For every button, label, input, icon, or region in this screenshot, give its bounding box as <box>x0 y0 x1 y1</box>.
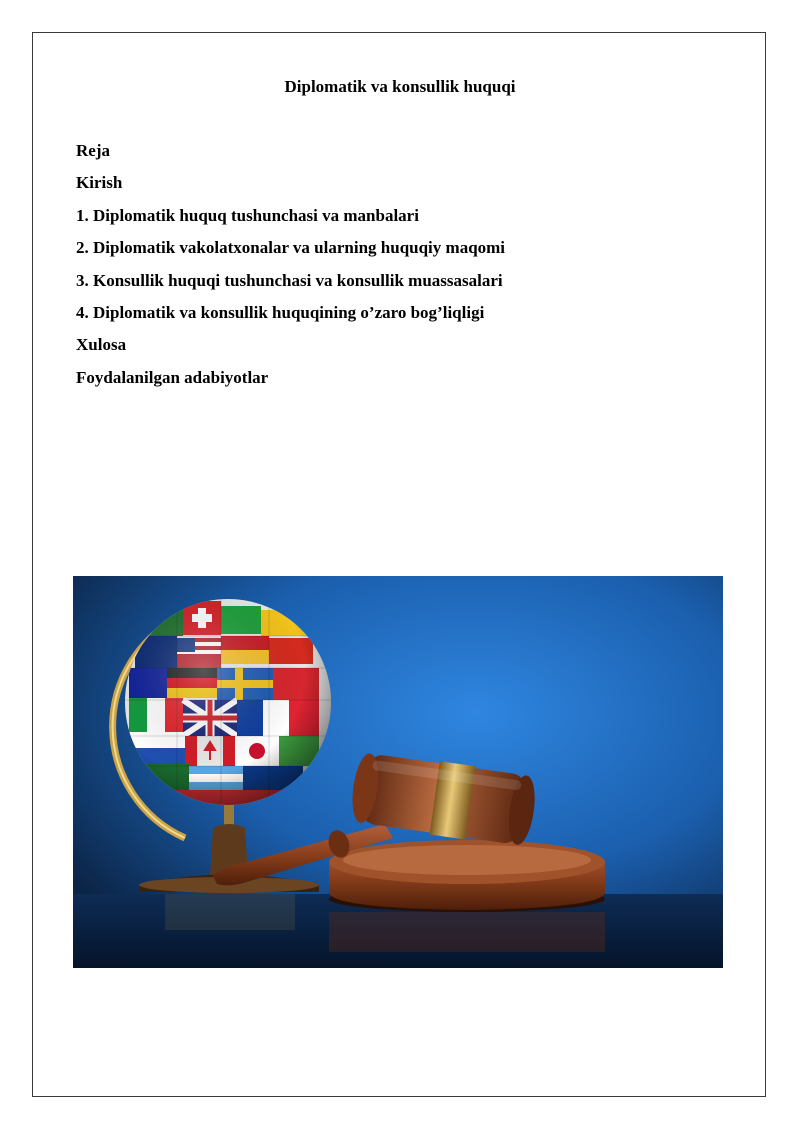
document-title: Diplomatik va konsullik huquqi <box>284 77 516 96</box>
outline-item-3: 3. Konsullik huquqi tushunchasi va konsullik muassasalari <box>76 270 503 290</box>
outline-item-1: 1. Diplomatik huquq tushunchasi va manbalari <box>76 205 419 225</box>
globe-and-gavel-image <box>73 576 723 968</box>
outline-item-4: 4. Diplomatik va konsullik huquqining o’zaro bog’liqligi <box>76 302 485 322</box>
outline-item-2: 2. Diplomatik vakolatxonalar va ularning huquqiy maqomi <box>76 238 506 258</box>
outline-item-intro: Kirish <box>76 173 123 193</box>
table-of-contents <box>76 141 756 400</box>
outline-heading: Reja <box>76 141 110 160</box>
outline-item-references: Foydalanilgan adabiyotlar <box>76 367 269 387</box>
outline-item-conclusion: Xulosa <box>76 335 127 355</box>
